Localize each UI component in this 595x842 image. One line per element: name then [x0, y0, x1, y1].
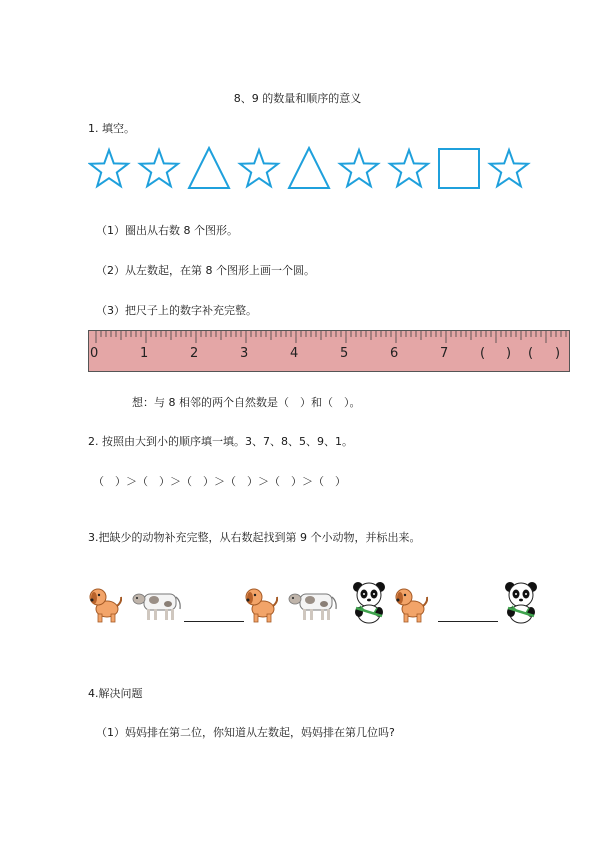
square-shape [439, 149, 479, 188]
blank-line [184, 621, 244, 622]
panda-icon [502, 580, 540, 627]
page-title: 8、9 的数量和顺序的意义 [233, 92, 362, 105]
q2-blanks: （ ）＞（ ）＞（ ）＞（ ）＞（ ）＞（ ） [93, 475, 346, 488]
star-shape [490, 150, 528, 186]
star-shape [240, 150, 278, 186]
ruler-label: 3 [240, 346, 249, 361]
ruler-label: 1 [140, 346, 149, 361]
star-shape [390, 150, 428, 186]
q2-heading: 2. 按照由大到小的顺序填一填。3、7、8、5、9、1。 [88, 435, 353, 448]
q1-sub3: （3）把尺子上的数字补充完整。 [96, 304, 257, 317]
ruler-label: 7 [440, 346, 449, 361]
dog-icon [244, 584, 278, 627]
dog-icon [394, 584, 428, 627]
triangle-shape [189, 148, 229, 188]
q1-heading: 1. 填空。 [88, 122, 135, 135]
animal-row [88, 578, 548, 628]
ruler-label: 0 [90, 346, 99, 361]
star-shape [140, 150, 178, 186]
ruler-label: ( [528, 346, 534, 361]
ruler-label: 2 [190, 346, 199, 361]
cow-icon [288, 586, 340, 625]
q4-sub1: （1）妈妈排在第二位，你知道从左数起，妈妈排在第几位吗? [96, 726, 395, 739]
shape-row [88, 146, 538, 192]
star-shape [340, 150, 378, 186]
q4-heading: 4.解决问题 [88, 687, 143, 700]
q1-think: 想：与 8 相邻的两个自然数是（ ）和（ ）。 [132, 396, 361, 409]
triangle-shape [289, 148, 329, 188]
ruler-label: ) [506, 346, 512, 361]
ruler-label: 6 [390, 346, 399, 361]
cow-icon [132, 586, 184, 625]
blank-line [438, 621, 498, 622]
q1-sub2: （2）从左数起，在第 8 个图形上画一个圆。 [96, 264, 315, 277]
dog-icon [88, 584, 122, 627]
panda-icon [350, 580, 388, 627]
q1-sub1: （1）圈出从右数 8 个图形。 [96, 224, 238, 237]
ruler-label: ( [480, 346, 486, 361]
ruler-label: 5 [340, 346, 349, 361]
q3-heading: 3.把缺少的动物补充完整，从右数起找到第 9 个小动物，并标出来。 [88, 531, 421, 544]
ruler-label: 4 [290, 346, 299, 361]
ruler-label: ) [555, 346, 561, 361]
ruler [88, 330, 570, 372]
star-shape [90, 150, 128, 186]
